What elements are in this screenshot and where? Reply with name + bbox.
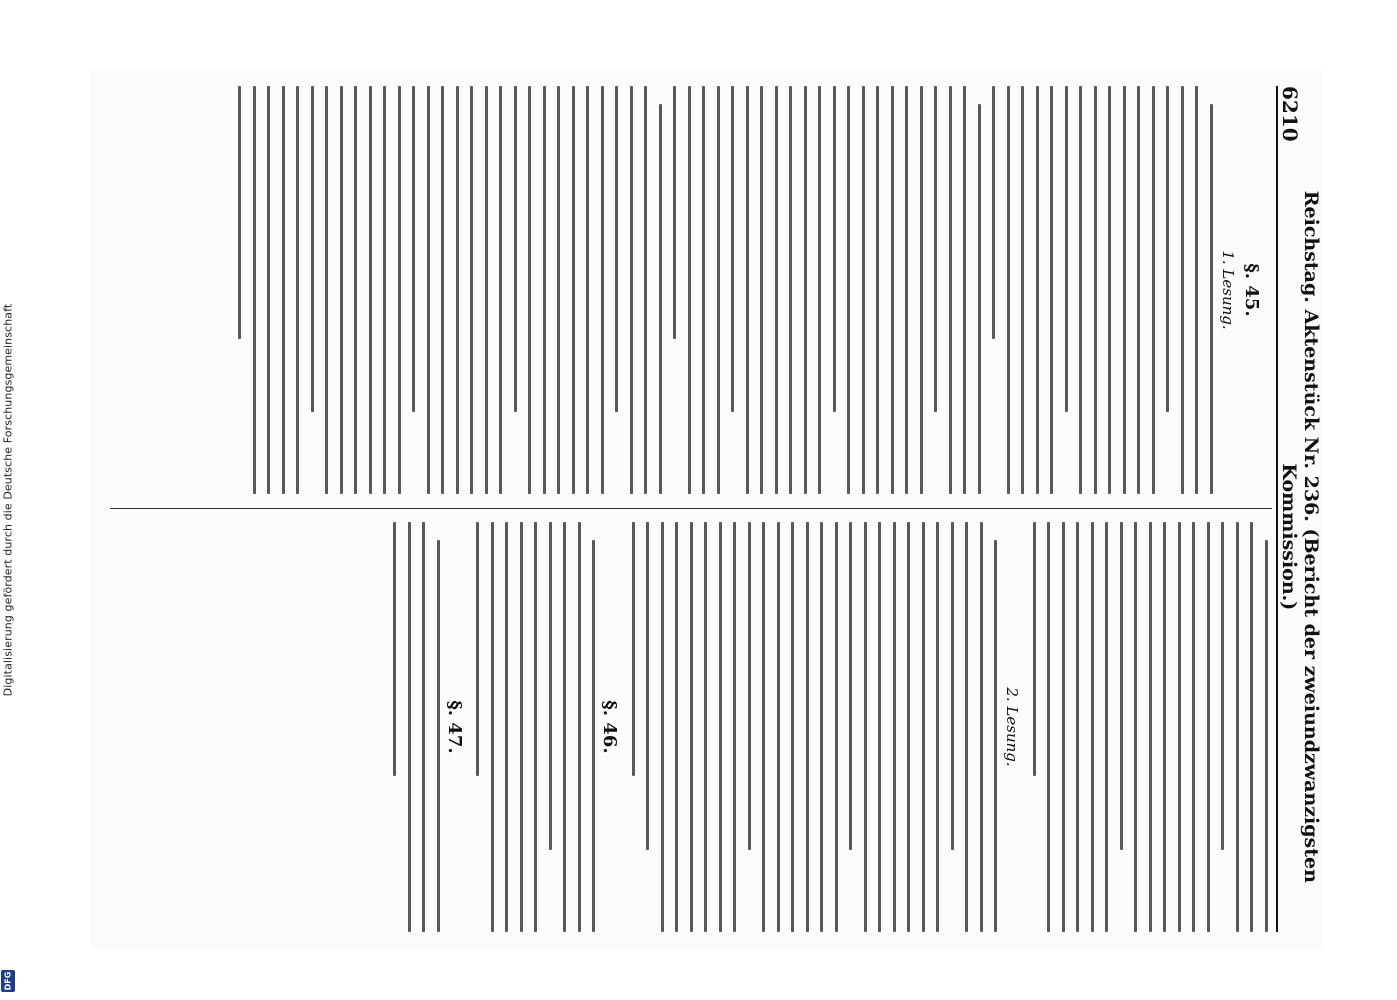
text-line [1152, 86, 1155, 494]
text-line [703, 86, 706, 494]
footer-strip [0, 0, 16, 1000]
text-line [564, 522, 567, 932]
text-line [647, 522, 650, 850]
text-line [761, 86, 764, 494]
text-line [850, 522, 853, 850]
text-line [1251, 522, 1254, 932]
right-column [110, 522, 1268, 932]
text-line [1196, 86, 1199, 494]
text-line [792, 522, 795, 932]
text-line [1265, 540, 1268, 932]
text-line [1036, 86, 1039, 494]
text-line [529, 86, 532, 494]
text-line [1149, 522, 1152, 932]
text-line [835, 522, 838, 932]
text-line [578, 522, 581, 932]
text-line [297, 86, 300, 494]
text-line [746, 86, 749, 494]
text-line [239, 86, 242, 339]
text-line [572, 86, 575, 494]
text-line [1062, 522, 1065, 932]
text-line [920, 86, 923, 494]
text-block [477, 522, 596, 932]
text-line [732, 86, 735, 412]
section-46-heading: §. 46. [599, 700, 621, 754]
text-line [520, 522, 523, 932]
text-line [966, 522, 969, 932]
text-line [500, 86, 503, 494]
text-block [1033, 522, 1268, 932]
first-reading-heading: 1. Lesung. [1219, 250, 1237, 330]
text-line [775, 86, 778, 494]
text-line [616, 86, 619, 412]
text-line [806, 522, 809, 932]
text-line [1193, 522, 1196, 932]
text-line [282, 86, 285, 494]
text-line [485, 86, 488, 494]
page-header [1276, 86, 1322, 932]
text-line [1164, 522, 1167, 932]
text-line [1109, 86, 1112, 494]
text-line [734, 522, 737, 932]
text-line [645, 86, 648, 494]
text-line [1077, 522, 1080, 932]
text-line [369, 86, 372, 494]
text-line [1178, 522, 1181, 932]
text-line [674, 86, 677, 339]
text-line [1181, 86, 1184, 494]
text-block [394, 522, 441, 932]
text-line [398, 86, 401, 494]
text-line [877, 86, 880, 494]
text-line [427, 86, 430, 494]
text-line [340, 86, 343, 494]
text-line [1138, 86, 1141, 494]
text-line [937, 522, 940, 932]
text-line [717, 86, 720, 494]
digitization-note: Digitalisierung gefördert durch die Deutsche Forschungsgemeinschaft [1, 303, 15, 697]
text-block [993, 86, 1214, 494]
text-line [922, 522, 925, 932]
text-line [326, 86, 329, 494]
text-line [790, 86, 793, 494]
text-line [848, 86, 851, 494]
text-line [1167, 86, 1170, 412]
text-line [804, 86, 807, 494]
text-line [705, 522, 708, 932]
text-line [1210, 104, 1213, 494]
text-line [413, 86, 416, 412]
second-reading-heading: 2. Lesung. [1003, 687, 1022, 767]
text-line [535, 522, 538, 932]
text-line [980, 522, 983, 932]
text-line [1236, 522, 1239, 932]
text-line [1051, 86, 1054, 494]
text-line [1123, 86, 1126, 494]
text-block [632, 522, 998, 932]
text-line [906, 86, 909, 494]
text-line [543, 86, 546, 494]
text-line [394, 522, 397, 776]
text-line [688, 86, 691, 494]
text-line [1080, 86, 1083, 494]
text-line [253, 86, 256, 494]
text-line [893, 522, 896, 932]
text-line [1120, 522, 1123, 850]
text-line [1094, 86, 1097, 494]
text-line [630, 86, 633, 494]
text-line [951, 522, 954, 850]
text-line [659, 104, 662, 494]
page-number: 6210 [1278, 86, 1302, 142]
text-line [491, 522, 494, 932]
text-line [268, 86, 271, 494]
section-47-heading: §. 47. [444, 700, 465, 754]
text-line [908, 522, 911, 932]
text-line [506, 522, 509, 932]
scanned-page [90, 68, 1322, 950]
text-line [821, 522, 824, 932]
text-line [1207, 522, 1210, 932]
text-line [676, 522, 679, 932]
text-line [1091, 522, 1094, 932]
text-line [514, 86, 517, 412]
text-line [311, 86, 314, 412]
text-line [819, 86, 822, 494]
text-line [437, 540, 440, 932]
text-line [587, 86, 590, 494]
text-line [593, 540, 596, 932]
text-line [423, 522, 426, 932]
text-line [408, 522, 411, 932]
text-block [674, 86, 982, 494]
text-line [777, 522, 780, 932]
text-line [1007, 86, 1010, 494]
text-line [601, 86, 604, 494]
text-line [1106, 522, 1109, 932]
text-line [719, 522, 722, 932]
text-line [1065, 86, 1068, 412]
text-line [935, 86, 938, 412]
text-line [549, 522, 552, 850]
text-line [690, 522, 693, 932]
text-line [995, 540, 998, 932]
text-line [1135, 522, 1138, 932]
text-block [239, 86, 663, 494]
text-line [748, 522, 751, 850]
text-line [384, 86, 387, 494]
text-line [891, 86, 894, 494]
text-line [1022, 86, 1025, 494]
text-line [949, 86, 952, 494]
text-line [1222, 522, 1225, 850]
text-line [632, 522, 635, 776]
text-line [456, 86, 459, 494]
dfg-logo-text: DFG [3, 971, 13, 991]
text-line [477, 522, 480, 776]
text-line [471, 86, 474, 494]
scanned-page-frame [90, 68, 1322, 950]
text-line [864, 522, 867, 932]
left-column [110, 86, 1268, 494]
text-line [763, 522, 766, 932]
text-line [964, 86, 967, 494]
dfg-logo [1, 970, 15, 992]
text-line [879, 522, 882, 932]
text-line [833, 86, 836, 412]
text-line [558, 86, 561, 494]
text-line [862, 86, 865, 494]
text-line [442, 86, 445, 494]
page-title: Reichstag. Aktenstück Nr. 236. (Bericht der zweiundzwanzigsten Kommission.) [1278, 190, 1322, 883]
text-line [661, 522, 664, 932]
text-line [993, 86, 996, 339]
text-line [1033, 522, 1036, 776]
section-45-heading: §. 45. [1241, 263, 1262, 317]
text-line [1048, 522, 1051, 932]
column-divider [110, 508, 1272, 509]
text-line [978, 104, 981, 494]
text-line [355, 86, 358, 494]
